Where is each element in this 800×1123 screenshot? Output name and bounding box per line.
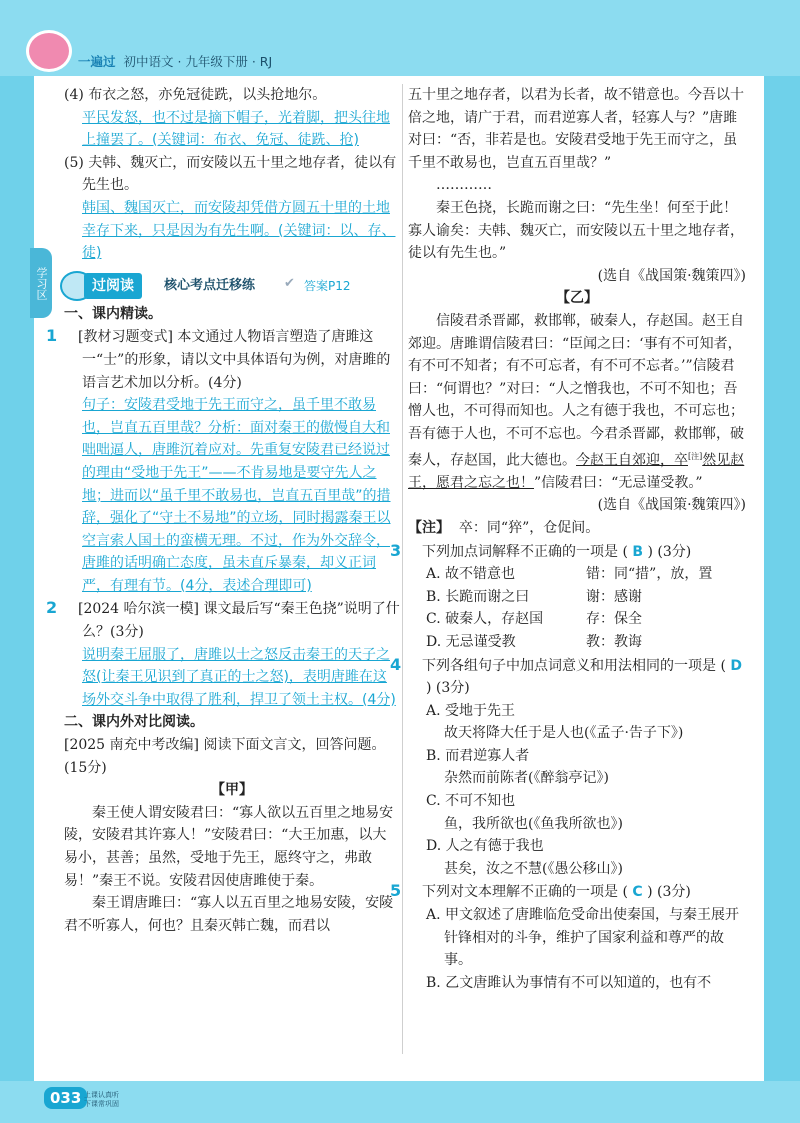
banner-subtitle: 核心考点迁移练 — [164, 277, 256, 293]
question-4-score: (3分) — [435, 680, 470, 697]
option-a-sentence: A. 故不错意也 — [426, 566, 516, 583]
passage-jia-p1: 秦王使人谓安陵君曰：“寡人欲以五百里之地易安陵，安陵君其许寡人！”安陵君曰：“大王加惠，以大易小，甚善；虽然，受地于先王，愿终守之，弗敢易！”秦王不说。安陵君因使唐雎使于秦。 — [64, 804, 394, 889]
note — [408, 517, 746, 540]
question-3-score: (3分) — [657, 543, 692, 560]
option-d — [408, 631, 746, 654]
option-d-sentence: D. 无忌谨受教 — [426, 633, 516, 650]
question-1-number: 1 — [46, 326, 58, 346]
option-d-gloss: 教：教诲 — [586, 633, 642, 650]
question-5-stem: 下列对文本理解不正确的一项是 — [422, 884, 618, 901]
passage-yi-text: 信陵君杀晋鄙，救邯郸，破秦人，存赵国。赵王自郊迎。唐雎谓信陵君曰：“臣闻之曰：‘事有不可知者，有不可不知者；有不可忘者，有不可不忘者。’”信陵君曰：“何谓也？”对曰：“人之憎我也，不可不知也；吾憎人也，不可得而知也。人之有德于我也，不可忘也；吾有德于人也，不可不忘也。今君杀晋鄙，救邯郸，破秦人，存赵国，此大德也。 — [408, 312, 744, 469]
reading-intro: [2025 南充中考改编] 阅读下面文言文，回答问题。(15分) — [64, 737, 386, 776]
banner-tag: 过阅读 — [84, 273, 142, 300]
passage-yi — [408, 310, 746, 494]
option-c-gloss: 存：保全 — [586, 611, 642, 628]
header-course: 初中语文 · 九年级下册 · RJ — [123, 54, 273, 69]
option-b-sentence: B. 长跪而谢之曰 — [426, 588, 530, 605]
q5-option-b: B. 乙文唐雎认为事情有不可以知道的，也有不 — [426, 974, 712, 991]
option-a — [408, 563, 746, 586]
q4-option-a-compare: 故天将降大任于是人也(《孟子·告子下》) — [444, 725, 684, 742]
passage-yi-title: 【乙】 — [556, 290, 598, 307]
question-2-number: 2 — [46, 598, 58, 618]
q4-option-d: D. 人之有德于我也 — [426, 838, 544, 855]
section-one-title: 一、课内精读。 — [64, 305, 162, 322]
passage-jia-p2: 秦王谓唐雎曰：“寡人以五百里之地易安陵，安陵君不听寡人，何也？且秦灭韩亡魏，而君以 — [64, 895, 394, 934]
right-column — [390, 84, 746, 994]
q5-answer: 韩国、魏国灭亡，而安陵却凭借方圆五十里的土地幸存下来，只是因为有先生啊。(关键词：以、存、徒) — [82, 199, 396, 262]
q4-sentence: (4) 布衣之怒，亦免冠徒跣，以头抢地尔。 — [64, 87, 327, 103]
option-c — [408, 608, 746, 631]
footer-slogan: 上课认真听 下课常巩固 — [84, 1091, 119, 1108]
question-4: 4 下列各组句子中加点词意义和用法相同的一项是 ( D ) (3分) — [390, 654, 742, 697]
question-1 — [46, 325, 400, 394]
column-divider — [402, 84, 403, 1054]
left-column — [46, 84, 400, 937]
answer-reference: 答案P12 — [304, 278, 351, 293]
header-brand: 一遍过 — [78, 54, 116, 69]
note-label: 【注】 — [408, 519, 450, 536]
question-3: 3 下列加点词解释不正确的一项是 ( B ) (3分) — [408, 540, 746, 564]
question-5-score: (3分) — [657, 884, 691, 901]
note-marker: [注] — [688, 451, 703, 461]
question-1-text: [教材习题变式] 本文通过人物语言塑造了唐雎这一“士”的形象，请以文中具体语句为例，对唐雎的语言艺术加以分析。(4分) — [78, 329, 391, 391]
q4-option-a: A. 受地于先王 — [426, 702, 516, 719]
question-3-answer: B — [632, 543, 644, 560]
passage-yi-underlined-b: 然见赵王，愿君之忘之也！ — [408, 452, 745, 491]
option-c-sentence: C. 破秦人，存赵国 — [426, 611, 544, 628]
option-b — [408, 586, 746, 609]
source-yi: (选自《战国策·魏策四》) — [597, 497, 746, 514]
question-5-answer: C — [632, 884, 643, 901]
option-b-gloss: 谢：感谢 — [586, 588, 642, 605]
ellipsis: ………… — [436, 177, 492, 194]
checkmark-icon: ✔ — [284, 275, 295, 291]
question-4-stem: 下列各组句子中加点词意义和用法相同的一项是 — [422, 657, 716, 674]
question-5: 5 下列对文本理解不正确的一项是 ( C ) (3分) — [408, 880, 746, 904]
question-4-number: 4 — [390, 654, 402, 674]
q5-sentence: (5) 夫韩、魏灭亡，而安陵以五十里之地存者，徒以有先生也。 — [64, 154, 397, 194]
side-tab-study: 学习区 — [30, 248, 52, 318]
option-a-gloss: 错：同“措”，放，置 — [586, 566, 713, 583]
question-4-options — [408, 700, 746, 881]
header-text — [78, 52, 272, 70]
question-1-answer: 句子：安陵君受地于先王而守之，虽千里不敢易也，岂直五百里哉？分析：面对秦王的傲慢自大和咄咄逼人，唐雎沉着应对。先重复安陵君已经说过的理由“受地于先王”——不肯易地是要守先人之地；进而以“虽千里不敢易也，岂直五百里哉”的措辞，强化了“守土不易地”的立场，同时揭露秦王以空言索人国土的蛮横无理。不过，作为外交辞令，唐雎的话明确亡态度，虽未直斥暴秦，却义正词严，有理有节。(4分，表述合理即可) — [82, 397, 391, 594]
q5-option-a: A. 甲文叙述了唐雎临危受命出使秦国，与秦王展开针锋相对的斗争，维护了国家利益和尊严的故事。 — [426, 907, 740, 969]
passage-yi-underlined-a: 今赵王自郊迎，卒 — [576, 452, 688, 469]
section-two-title: 二、课内外对比阅读。 — [64, 714, 204, 731]
question-2-answer: 说明秦王屈服了，唐雎以士之怒反击秦王的天子之怒(让秦王见识到了真正的士之怒)，表明唐雎在这场外交斗争中取得了胜利，捍卫了领土主权。(4分) — [82, 646, 396, 708]
q4-option-b: B. 而君逆寡人者 — [426, 747, 530, 764]
section-banner — [60, 269, 400, 299]
passage-jia-title: 【甲】 — [211, 782, 253, 799]
source-jia: (选自《战国策·魏策四》) — [597, 267, 746, 284]
q4-option-c-compare: 鱼，我所欲也(《鱼我所欲也》) — [444, 815, 623, 832]
question-4-answer: D — [730, 657, 742, 674]
q4-option-b-compare: 杂然而前陈者(《醉翁亭记》) — [444, 770, 609, 787]
q4-option-c: C. 不可不知也 — [426, 793, 516, 810]
q4-option-d-compare: 甚矣，汝之不慧(《愚公移山》) — [444, 860, 623, 877]
header-bar — [0, 0, 800, 76]
question-3-number: 3 — [390, 540, 402, 560]
question-2-text: [2024 哈尔滨一模] 课文最后写“秦王色挠”说明了什么？(3分) — [78, 601, 400, 641]
footer-bar — [0, 1081, 800, 1123]
note-text: 卒：同“猝”，仓促间。 — [458, 519, 600, 536]
mascot-logo-icon — [26, 30, 72, 72]
q4-answer: 平民发怒，也不过是摘下帽子，光着脚，把头往地上撞罢了。(关键词：布衣、免冠、徒跣、抢) — [82, 109, 390, 149]
question-3-stem: 下列加点词解释不正确的一项是 — [422, 543, 618, 560]
question-3-options — [408, 563, 746, 653]
passage-jia-p3: 秦王色挠，长跪而谢之曰：“先生坐！何至于此！寡人谕矣：夫韩、魏灭亡，而安陵以五十里之地存者，徒以有先生也。” — [408, 199, 744, 262]
passage-jia-continued: 五十里之地存者，以君为长者，故不错意也。今吾以十倍之地，请广于君，而君逆寡人者，轻寡人与？”唐雎对曰：“否，非若是也。安陵君受地于先王而守之，虽千里不敢易也，岂直五百里哉？” — [408, 87, 744, 171]
passage-yi-end: ”信陵君曰：“无忌谨受教。” — [534, 474, 703, 491]
question-5-number: 5 — [390, 881, 402, 901]
page-number: 033 — [44, 1087, 87, 1109]
question-2 — [46, 597, 400, 643]
